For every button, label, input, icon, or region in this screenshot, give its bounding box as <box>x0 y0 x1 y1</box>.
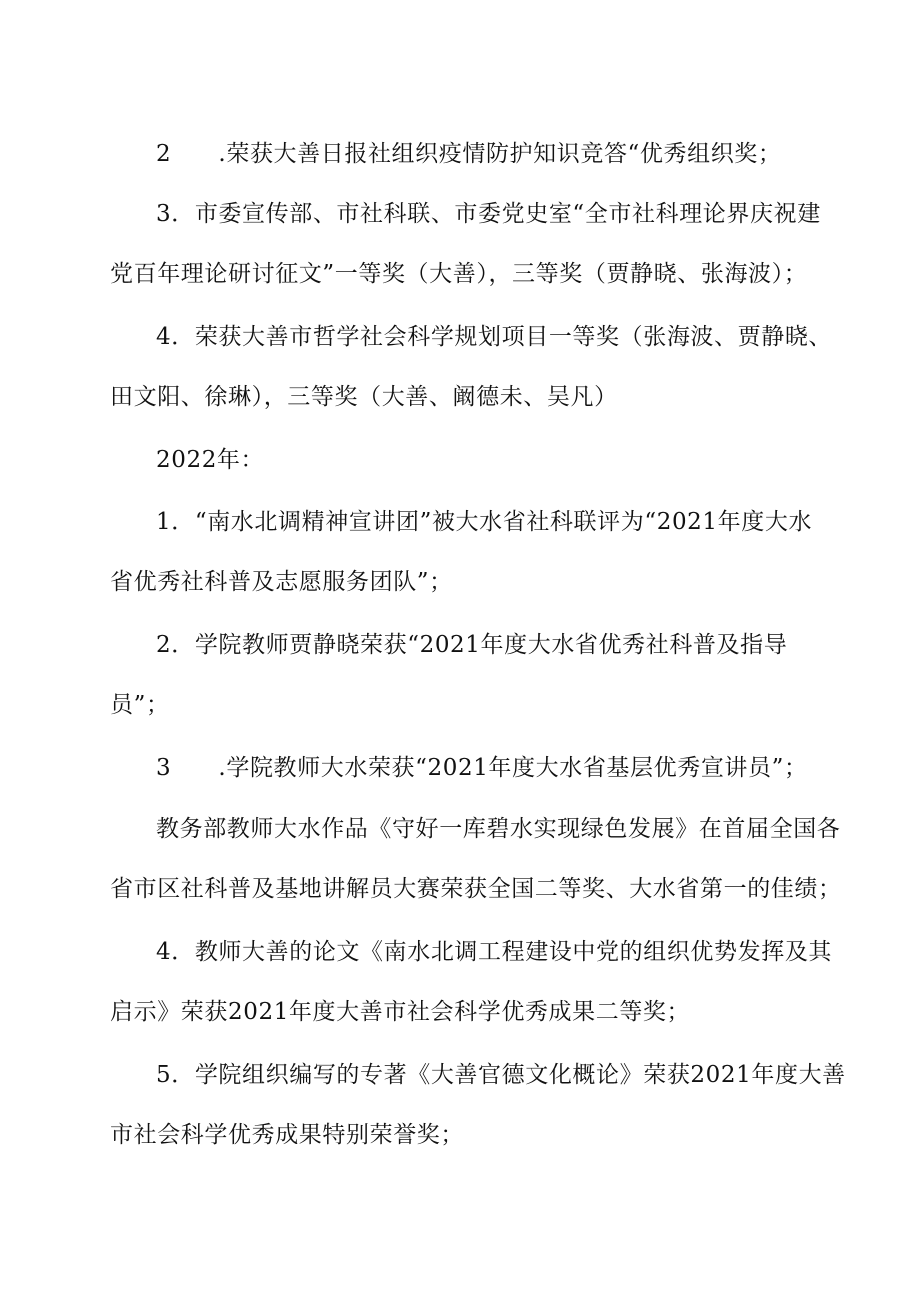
paragraph-8-line-2: 省市区社科普及基地讲解员大赛荣获全国二等奖、大水省第一的佳绩； <box>110 876 842 902</box>
paragraph-9 <box>110 922 833 1042</box>
paragraph-9-line-1: 4．教师大善的论文《南水北调工程建设中党的组织优势发挥及其 <box>156 939 833 965</box>
paragraph-6 <box>110 615 820 735</box>
paragraph-6-line-2: 员”； <box>110 692 170 718</box>
paragraph-year-heading <box>110 430 820 490</box>
paragraph-10-line-1: 5．学院组织编写的专著《大善官德文化概论》荣获2021年度大善 <box>156 1062 846 1088</box>
paragraph-6-line-1: 2．学院教师贾静晓荣获“2021年度大水省优秀社科普及指导 <box>156 632 788 658</box>
paragraph-2 <box>110 184 820 304</box>
paragraph-5 <box>110 492 820 612</box>
year-heading: 2022年： <box>156 447 265 473</box>
paragraph-10-line-2: 市社会科学优秀成果特别荣誉奖； <box>110 1122 464 1148</box>
paragraph-7 <box>110 738 820 798</box>
paragraph-8 <box>110 799 842 919</box>
paragraph-1-line-1: 2 .荣获大善日报社组织疫情防护知识竞答“优秀组织奖； <box>156 141 782 167</box>
paragraph-3-line-2: 田文阳、徐琳），三等奖（大善、阚德未、吴凡） <box>110 384 618 410</box>
paragraph-3 <box>110 307 833 427</box>
paragraph-9-line-2: 启示》荣获2021年度大善市社会科学优秀成果二等奖； <box>110 999 691 1025</box>
paragraph-2-line-2: 党百年理论研讨征文”一等奖（大善），三等奖（贾静晓、张海波）； <box>110 261 808 287</box>
paragraph-5-line-2: 省优秀社科普及志愿服务团队”； <box>110 569 453 595</box>
paragraph-2-line-1: 3．市委宣传部、市社科联、市委党史室“全市社科理论界庆祝建 <box>156 201 821 227</box>
paragraph-3-line-1: 4．荣获大善市哲学社会科学规划项目一等奖（张海波、贾静晓、 <box>156 324 833 350</box>
paragraph-8-line-1: 教务部教师大水作品《守好一库碧水实现绿色发展》在首届全国各 <box>156 816 841 842</box>
paragraph-7-line-1: 3 .学院教师大水荣获“2021年度大水省基层优秀宣讲员”； <box>156 755 808 781</box>
paragraph-5-line-1: 1．“南水北调精神宣讲团”被大水省社科联评为“2021年度大水 <box>156 509 813 535</box>
paragraph-10 <box>110 1045 846 1165</box>
paragraph-1 <box>110 124 820 184</box>
